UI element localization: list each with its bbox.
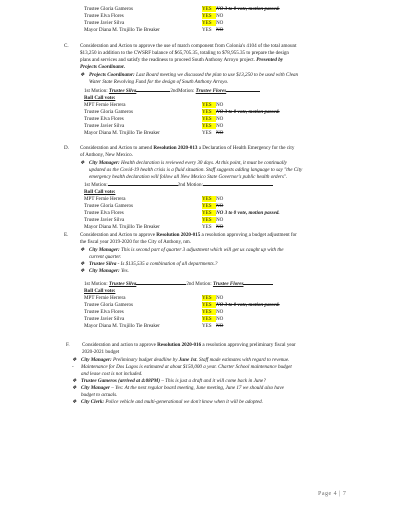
vote-row: Trustee Javier Silva YES NO (84, 217, 224, 223)
vote-row: Trustee Gloria Gameros YES NO (84, 203, 224, 209)
vote-row: MPT Fernie Herrera YES NO (84, 102, 224, 108)
vote-row: MPT Fernie Herrera YES NO (84, 196, 224, 202)
item-letter: D. (64, 145, 69, 151)
vote-row: Mayor Diana M. Trujillo Tie Breaker YES NO (84, 224, 224, 230)
item-text: Consideration and Action to approve Resolution 2020-015 a resolution approving a budget adjustment for (80, 232, 297, 238)
vote-row: Trustee Elva Flores YES NO (84, 116, 224, 122)
diamond-bullet-icon: ❖ (72, 357, 77, 363)
vote-row: Mayor Diana M. Trujillo Tie Breaker YES NO (84, 130, 224, 136)
item-text: of Anthony, New Mexico. (80, 152, 134, 158)
vote-row: MPT Fernie Herrera YES NO (84, 295, 224, 301)
roll-call-label: Roll Call vote: (84, 95, 116, 101)
vote-row: Trustee Javier Silva YES NO (84, 20, 224, 26)
bullet-line: current quarter. (89, 254, 122, 260)
item-text: the fiscal year 2019-2020 for the City of Anthony, nm. (80, 239, 192, 245)
item-text: $13,250 in addition to the CWSRF balance of $65,705.35, totaling to $78,955.35 to prepare the design (80, 50, 289, 56)
diamond-bullet-icon: ❖ (80, 268, 85, 274)
bullet-line: Water State Revolving Fund for the design of South Anthony Arroyo. (89, 79, 229, 85)
roll-call-label: Roll Call vote: (84, 288, 116, 294)
diamond-bullet-icon: ❖ (72, 378, 77, 384)
diamond-bullet-icon: ❖ (72, 385, 77, 391)
bullet-line: ❖ City Manager: Yes. (80, 268, 129, 274)
bullet-line: ❖ City Manager: This is second part of quarter 3 adjustment which will get us caught up with the (80, 247, 284, 253)
bullet-line: ❖ Trustee Gameros (arrived at 4:08PM) – This is just a draft and it will come back in June? (72, 378, 266, 384)
diamond-bullet-icon: ❖ (80, 160, 85, 166)
motion-line: 1st Motion: Trustee Silva 2ndMotion: Trustee Flores (84, 88, 260, 94)
item-text: Consideration and Action to approve the use of match component from Colonia's 4104 of the total amount (80, 43, 297, 49)
vote-row: Trustee Javier Silva YES NO (84, 316, 224, 322)
vote-row: Trustee Javier Silva YES NO (84, 123, 224, 129)
motion-line: 1st Motion: 2nd Motion: (84, 182, 273, 188)
bullet-line: - Maintenance for Dos Lagos is estimated at about $150,000 a year. Charter School maintenance budget (72, 364, 292, 370)
vote-row: Trustee Gloria Gameros YES NO 3 to 0 vote, motion passed. (84, 302, 280, 308)
bullet-line: updated as the Covid-19 health crisis is a fluid situation. Staff suggests adding language to say "the City (89, 167, 303, 173)
bullet-line: ❖ City Manager – Yes: At the next regular board meeting, June meeting, June 17 we should also have (72, 385, 284, 391)
vote-row: Mayor Diana M. Trujillo Tie Breaker YES NO (84, 27, 224, 33)
page-number: Page 4 | 7 (318, 491, 347, 497)
diamond-bullet-icon: ❖ (80, 247, 85, 253)
item-text: Projects Coordinator. (80, 64, 126, 70)
diamond-bullet-icon: ❖ (72, 399, 77, 405)
item-text: 2020-2021 budget (82, 349, 120, 355)
bullet-line: ❖ Trustee Silva - Is $135,535 a combination of all departments.? (80, 261, 218, 267)
roll-call-label: Roll Call vote: (84, 189, 116, 195)
bullet-line: budget to actuals. (81, 392, 118, 398)
item-letter: C. (64, 43, 69, 49)
diamond-bullet-icon: ❖ (80, 261, 85, 267)
vote-row: Mayor Diana M. Trujillo Tie Breaker YES NO (84, 323, 224, 329)
item-letter: F. (66, 342, 70, 348)
item-text: Consideration and action to approve Resolution 2020-016 a resolution approving preliminary fiscal year (82, 342, 296, 348)
motion-line: 1st Motion: Trustee Silva 2nd Motion: Trustee Flores (84, 281, 273, 287)
item-text: plans and services and satisfy the readiness to proceed South Anthony Arroyo project. Presented by (80, 57, 284, 63)
bullet-line: and lease cost is not included. (81, 371, 143, 377)
vote-row: Trustee Elva Flores YES NO (84, 309, 224, 315)
bullet-line: ❖ City Clerk: Police vehicle and multi-generational we don't know when it will be adopted. (72, 399, 263, 405)
bullet-line: ❖ City Manager: Preliminary budget deadline by June 1st. Staff made estimates with regard to revenue. (72, 357, 290, 363)
bullet-line: ❖ City Manager: Health declaration is reviewed every 30 days. At this point, it must be continually (80, 160, 287, 166)
diamond-bullet-icon: ❖ (80, 72, 85, 78)
vote-row: Trustee Gloria Gameros YES NO 3 to 0 vote, motion passed. (84, 109, 280, 115)
vote-row: Trustee Elva Flores YES NO 3 to 0 vote, motion passed. (84, 210, 280, 216)
item-letter: E. (64, 232, 69, 238)
dash-bullet-icon: - (72, 364, 74, 370)
item-text: Consideration and Action to amend Resolution 2020-013 a Declaration of Health Emergency for the city (80, 145, 295, 151)
vote-row: Trustee Gloria Gameros YES NO 3 to 0 vote, motion passed. (84, 6, 280, 12)
vote-row: Trustee Elva Flores YES NO (84, 13, 224, 19)
bullet-line: emergency health declaration will follow all New Mexico State Governor's public health orders". (89, 174, 288, 180)
bullet-line: ❖ Projects Coordinator: Last Board meeting we discussed the plan to use $13,250 to be used with Clean (80, 72, 299, 78)
